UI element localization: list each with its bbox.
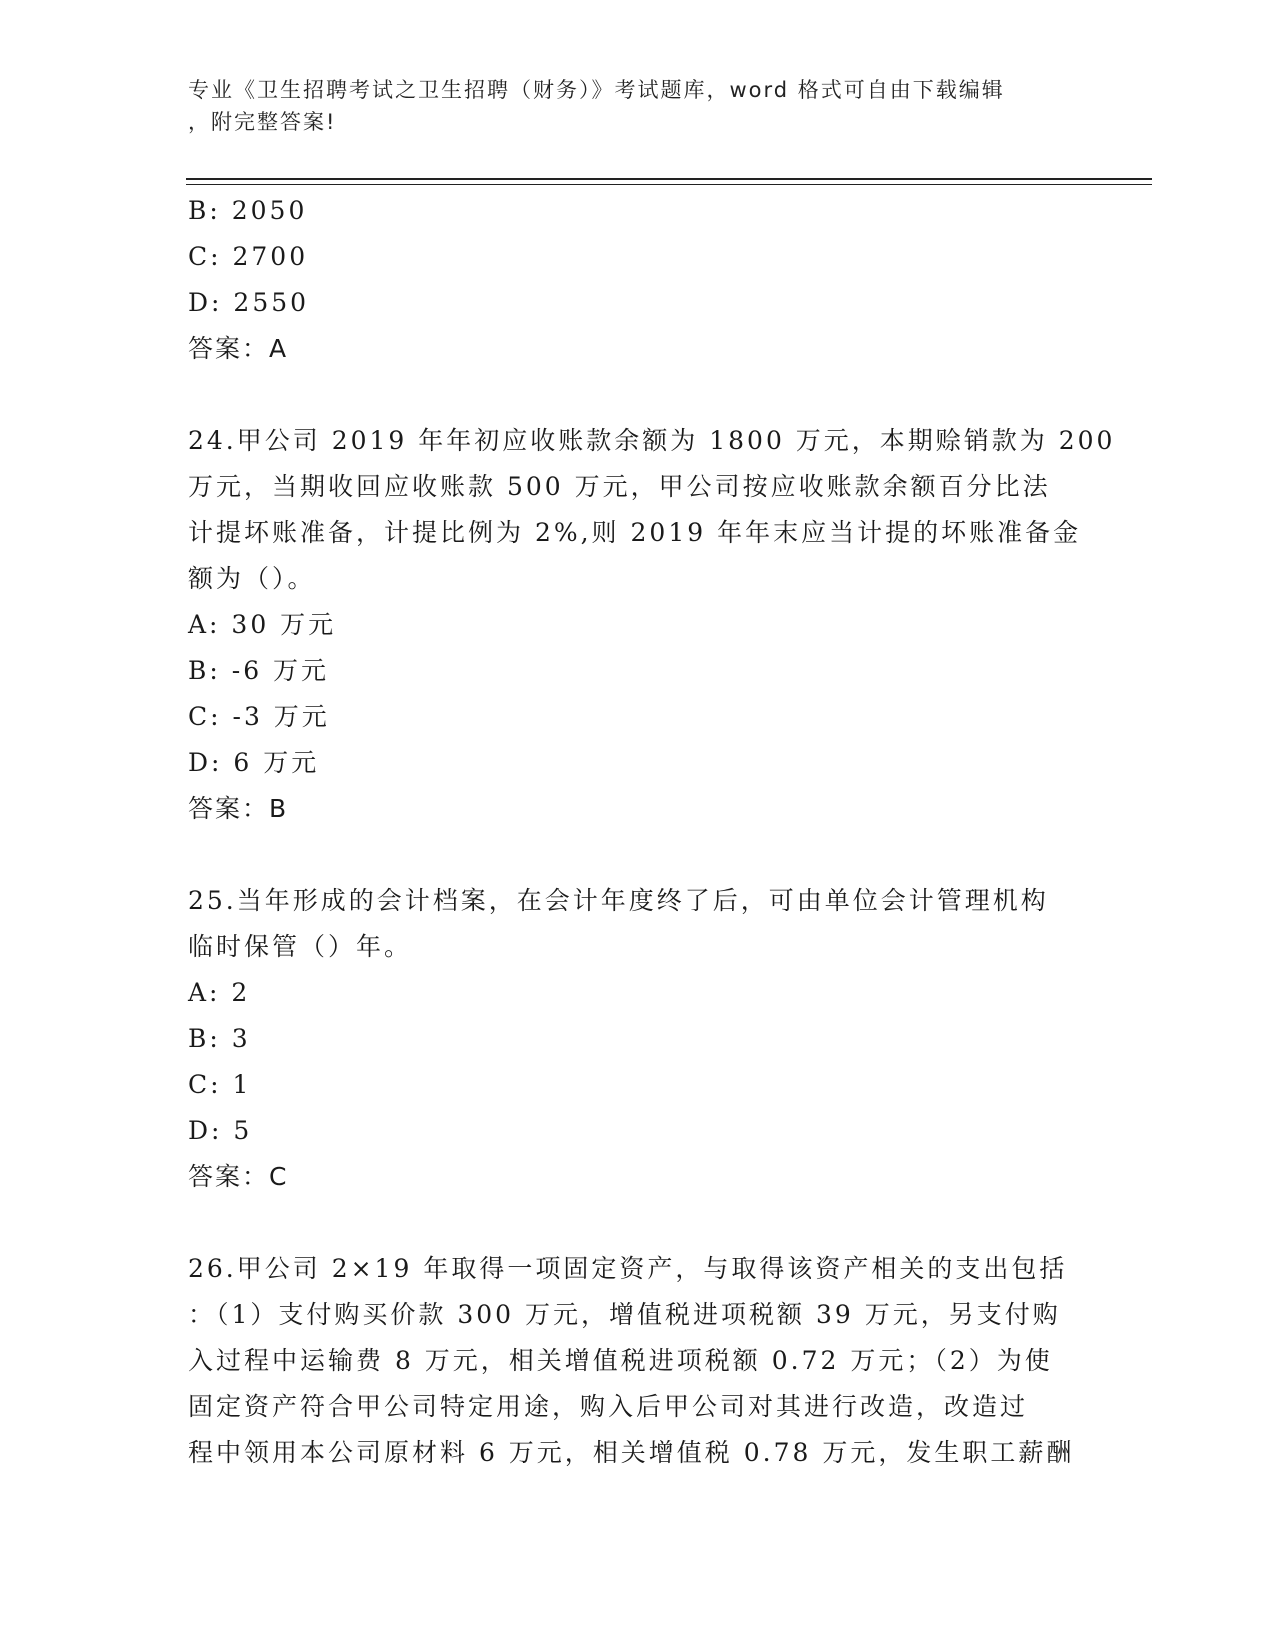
header-rule-thin bbox=[186, 184, 1152, 185]
header-line-2: ，附完整答案! bbox=[188, 110, 337, 134]
question-text-line: 临时保管（）年。 bbox=[188, 932, 413, 961]
option-c: C: 2700 bbox=[188, 242, 309, 271]
answer-line: 答案：A bbox=[188, 334, 289, 363]
question-text-line: 额为（）。 bbox=[188, 564, 316, 593]
question-text-line: 25.当年形成的会计档案，在会计年度终了后，可由单位会计管理机构 bbox=[188, 886, 1049, 915]
question-25 bbox=[188, 878, 1068, 1200]
question-text-line: 24.甲公司 2019 年年初应收账款余额为 1800 万元，本期赊销款为 200 bbox=[188, 426, 1116, 455]
question-text-line: 程中领用本公司原材料 6 万元，相关增值税 0.78 万元，发生职工薪酬 bbox=[188, 1438, 1075, 1467]
option-b: B: -6 万元 bbox=[188, 656, 330, 685]
question-text-line: 计提坏账准备，计提比例为 2%,则 2019 年年末应当计提的坏账准备金 bbox=[188, 518, 1082, 547]
previous-question-tail bbox=[188, 188, 1068, 372]
question-text-line: 入过程中运输费 8 万元，相关增值税进项税额 0.72 万元；（2）为使 bbox=[188, 1346, 1053, 1375]
option-c: C: 1 bbox=[188, 1070, 252, 1099]
header-rule-thick bbox=[186, 178, 1152, 180]
question-24 bbox=[188, 418, 1116, 832]
option-d: D: 2550 bbox=[188, 288, 310, 317]
page-header bbox=[188, 74, 1078, 138]
option-a: A: 2 bbox=[188, 978, 251, 1007]
option-a: A: 30 万元 bbox=[188, 610, 337, 639]
answer-line: 答案：C bbox=[188, 1162, 289, 1191]
question-text-line: ：（1）支付购买价款 300 万元，增值税进项税额 39 万元，另支付购 bbox=[188, 1300, 1061, 1329]
option-c: C: -3 万元 bbox=[188, 702, 330, 731]
option-b: B: 3 bbox=[188, 1024, 251, 1053]
question-text-line: 26.甲公司 2×19 年取得一项固定资产，与取得该资产相关的支出包括 bbox=[188, 1254, 1068, 1283]
option-d: D: 5 bbox=[188, 1116, 253, 1145]
spacer bbox=[188, 372, 1068, 418]
question-text-line: 固定资产符合甲公司特定用途，购入后甲公司对其进行改造，改造过 bbox=[188, 1392, 1029, 1421]
question-text-line: 万元，当期收回应收账款 500 万元，甲公司按应收账款余额百分比法 bbox=[188, 472, 1051, 501]
question-26 bbox=[188, 1246, 1075, 1476]
header-line-1: 专业《卫生招聘考试之卫生招聘（财务）》考试题库，word 格式可自由下载编辑 bbox=[188, 78, 1005, 102]
answer-line: 答案：B bbox=[188, 794, 289, 823]
spacer bbox=[188, 1200, 1068, 1246]
spacer bbox=[188, 832, 1068, 878]
option-d: D: 6 万元 bbox=[188, 748, 320, 777]
option-b: B: 2050 bbox=[188, 196, 308, 225]
question-content bbox=[188, 188, 1116, 1476]
